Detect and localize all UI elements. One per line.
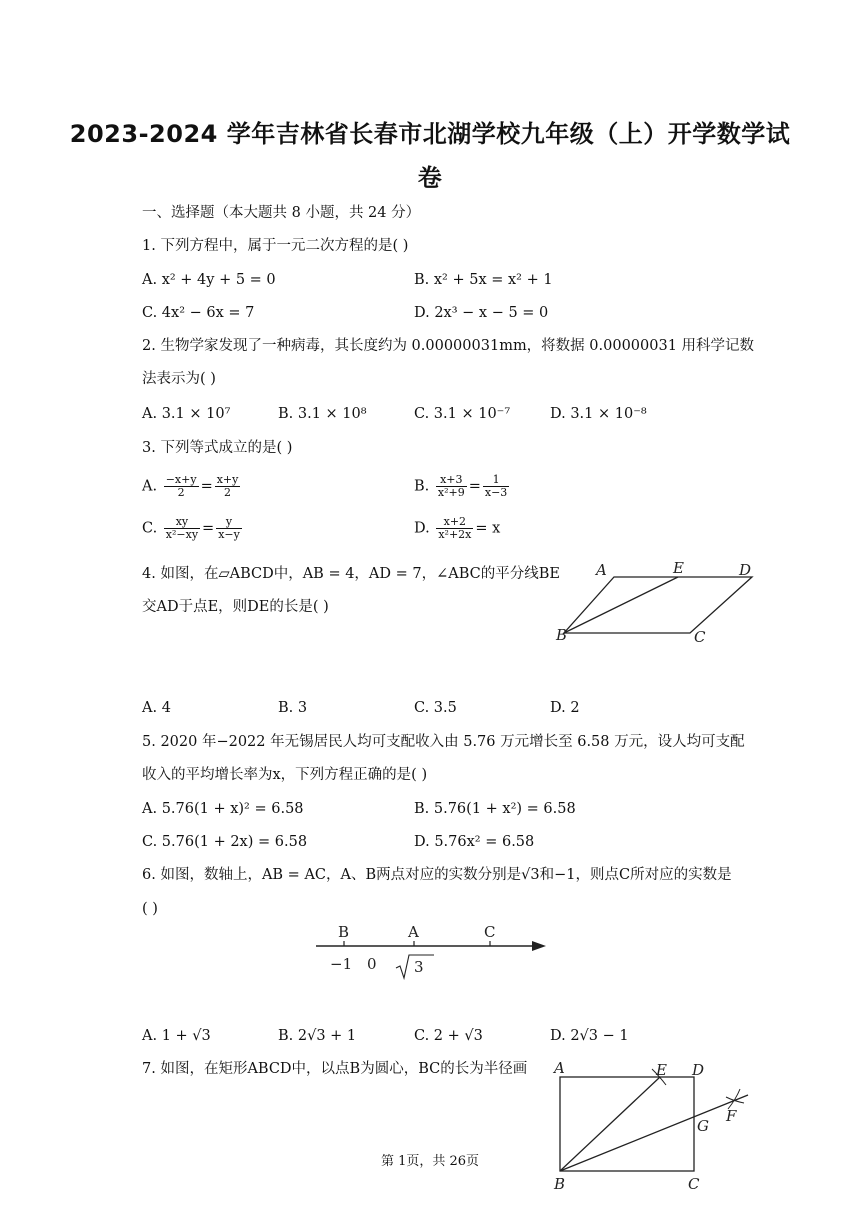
question-3-option-b: B. $\frac{x+3}{\text{x²+9}}$ = $\frac{1}{x-3}$ xyxy=(414,473,508,499)
parallelogram-shape xyxy=(564,577,752,633)
question-2-option-d: D. 3.1 × 10⁻⁸ xyxy=(550,406,647,422)
label-root-three: 3 xyxy=(414,958,424,976)
parallelogram-figure xyxy=(550,555,770,655)
label-b: B xyxy=(556,626,568,644)
question-4-option-a: A. 4 xyxy=(142,700,171,716)
question-2-option-a: A. 3.1 × 10⁷ xyxy=(142,406,231,422)
question-5-stem: 5. 2020 年−2022 年无锡居民人均可支配收入由 5.76 万元增长至 6.58 万元，设人均可支配 xyxy=(142,734,745,750)
question-4-option-d: D. 2 xyxy=(550,700,580,716)
bisector-be xyxy=(564,577,678,633)
label-c: C xyxy=(484,923,496,941)
question-4-option-c: C. 3.5 xyxy=(414,700,457,716)
question-5-option-b: B. 5.76(1 + x²) = 6.58 xyxy=(414,801,576,817)
question-1-option-c: C. 4x² − 6x = 7 xyxy=(142,305,255,321)
question-2-option-c: C. 3.1 × 10⁻⁷ xyxy=(414,406,511,422)
label-a: A xyxy=(554,1059,565,1077)
question-4-option-b: B. 3 xyxy=(278,700,308,716)
option-label: D. xyxy=(414,520,430,537)
fraction: $\frac{1}{x-3}$ xyxy=(484,473,508,499)
question-6-option-c: C. 2 + √3 xyxy=(414,1028,483,1044)
label-a: A xyxy=(596,561,607,579)
question-2-option-b: B. 3.1 × 10⁸ xyxy=(278,406,367,422)
question-2-stem-continued: 法表示为( ) xyxy=(142,371,216,387)
question-6-stem: 6. 如图，数轴上，AB = AC，A、B两点对应的实数分别是√3和−1，则点C所对应的实数是 xyxy=(142,867,732,883)
label-minus-one: −1 xyxy=(330,955,353,973)
label-f: F xyxy=(726,1107,737,1125)
label-e: E xyxy=(673,559,684,577)
fraction: $\frac{-x+y}{2}$ xyxy=(165,473,197,499)
question-3-option-d: D. $\frac{x+2}{\text{x²+2x}}$ = x xyxy=(414,515,501,541)
option-label: B. xyxy=(414,478,430,495)
question-5-option-d: D. 5.76x² = 6.58 xyxy=(414,834,535,850)
question-6-stem-continued: ( ) xyxy=(142,901,158,917)
question-3-stem: 3. 下列等式成立的是( ) xyxy=(142,440,293,456)
question-2-stem: 2. 生物学家发现了一种病毒，其长度约为 0.00000031mm，将数据 0.00000031 用科学记数 xyxy=(142,338,755,354)
question-5-option-c: C. 5.76(1 + 2x) = 6.58 xyxy=(142,834,308,850)
question-3-option-a: A. $\frac{-x+y}{2}$ = $\frac{x+y}{2}$ xyxy=(142,473,239,499)
label-g: G xyxy=(697,1117,709,1135)
question-6-option-d: D. 2√3 − 1 xyxy=(550,1028,629,1044)
question-1-option-a: A. x² + 4y + 5 = 0 xyxy=(142,272,276,288)
arrow-head-icon xyxy=(532,941,546,951)
label-b: B xyxy=(554,1175,566,1193)
fraction: $\frac{xy}{\text{x²−xy}}$ xyxy=(165,515,199,541)
section-heading: 一、选择题（本大题共 8 小题，共 24 分） xyxy=(142,205,421,221)
option-label: C. xyxy=(142,520,158,537)
fraction: $\frac{x+3}{\text{x²+9}}$ xyxy=(437,473,465,499)
label-c: C xyxy=(694,628,706,646)
fraction: $\frac{x+y}{2}$ xyxy=(216,473,239,499)
label-a: A xyxy=(408,923,419,941)
question-1-option-b: B. x² + 5x = x² + 1 xyxy=(414,272,553,288)
page-title-continued: 卷 xyxy=(417,164,443,192)
label-c: C xyxy=(688,1175,700,1193)
label-e: E xyxy=(656,1061,667,1079)
question-1-option-d: D. 2x³ − x − 5 = 0 xyxy=(414,305,549,321)
label-d: D xyxy=(692,1061,705,1079)
question-5-stem-continued: 收入的平均增长率为x，下列方程正确的是( ) xyxy=(142,767,428,783)
fraction: $\frac{y}{x-y}$ xyxy=(218,515,240,541)
question-4-stem: 4. 如图，在▱ABCD中，AB = 4，AD = 7，∠ABC的平分线BE xyxy=(142,566,560,582)
page-footer: 第 1页，共 26页 xyxy=(380,1154,480,1169)
label-d: D xyxy=(739,561,752,579)
page-title: 2023-2024 学年吉林省长春市北湖学校九年级（上）开学数学试 xyxy=(69,120,791,148)
number-line-figure xyxy=(310,922,560,984)
question-6-option-a: A. 1 + √3 xyxy=(142,1028,211,1044)
fraction: $\frac{x+2}{\text{x²+2x}}$ xyxy=(438,515,472,541)
question-3-option-c: C. $\frac{xy}{\text{x²−xy}}$ = $\frac{y}{x-y}$ xyxy=(142,515,240,541)
label-zero: 0 xyxy=(367,955,377,973)
question-7-stem: 7. 如图，在矩形ABCD中，以点B为圆心，BC的长为半径画 xyxy=(142,1061,528,1077)
option-label: A. xyxy=(142,478,158,495)
rectangle-figure xyxy=(540,1055,760,1195)
question-1-stem: 1. 下列方程中，属于一元二次方程的是( ) xyxy=(142,238,409,254)
question-5-option-a: A. 5.76(1 + x)² = 6.58 xyxy=(142,801,304,817)
question-6-option-b: B. 2√3 + 1 xyxy=(278,1028,357,1044)
label-b: B xyxy=(338,923,350,941)
question-4-stem-continued: 交AD于点E，则DE的长是( ) xyxy=(142,599,329,615)
